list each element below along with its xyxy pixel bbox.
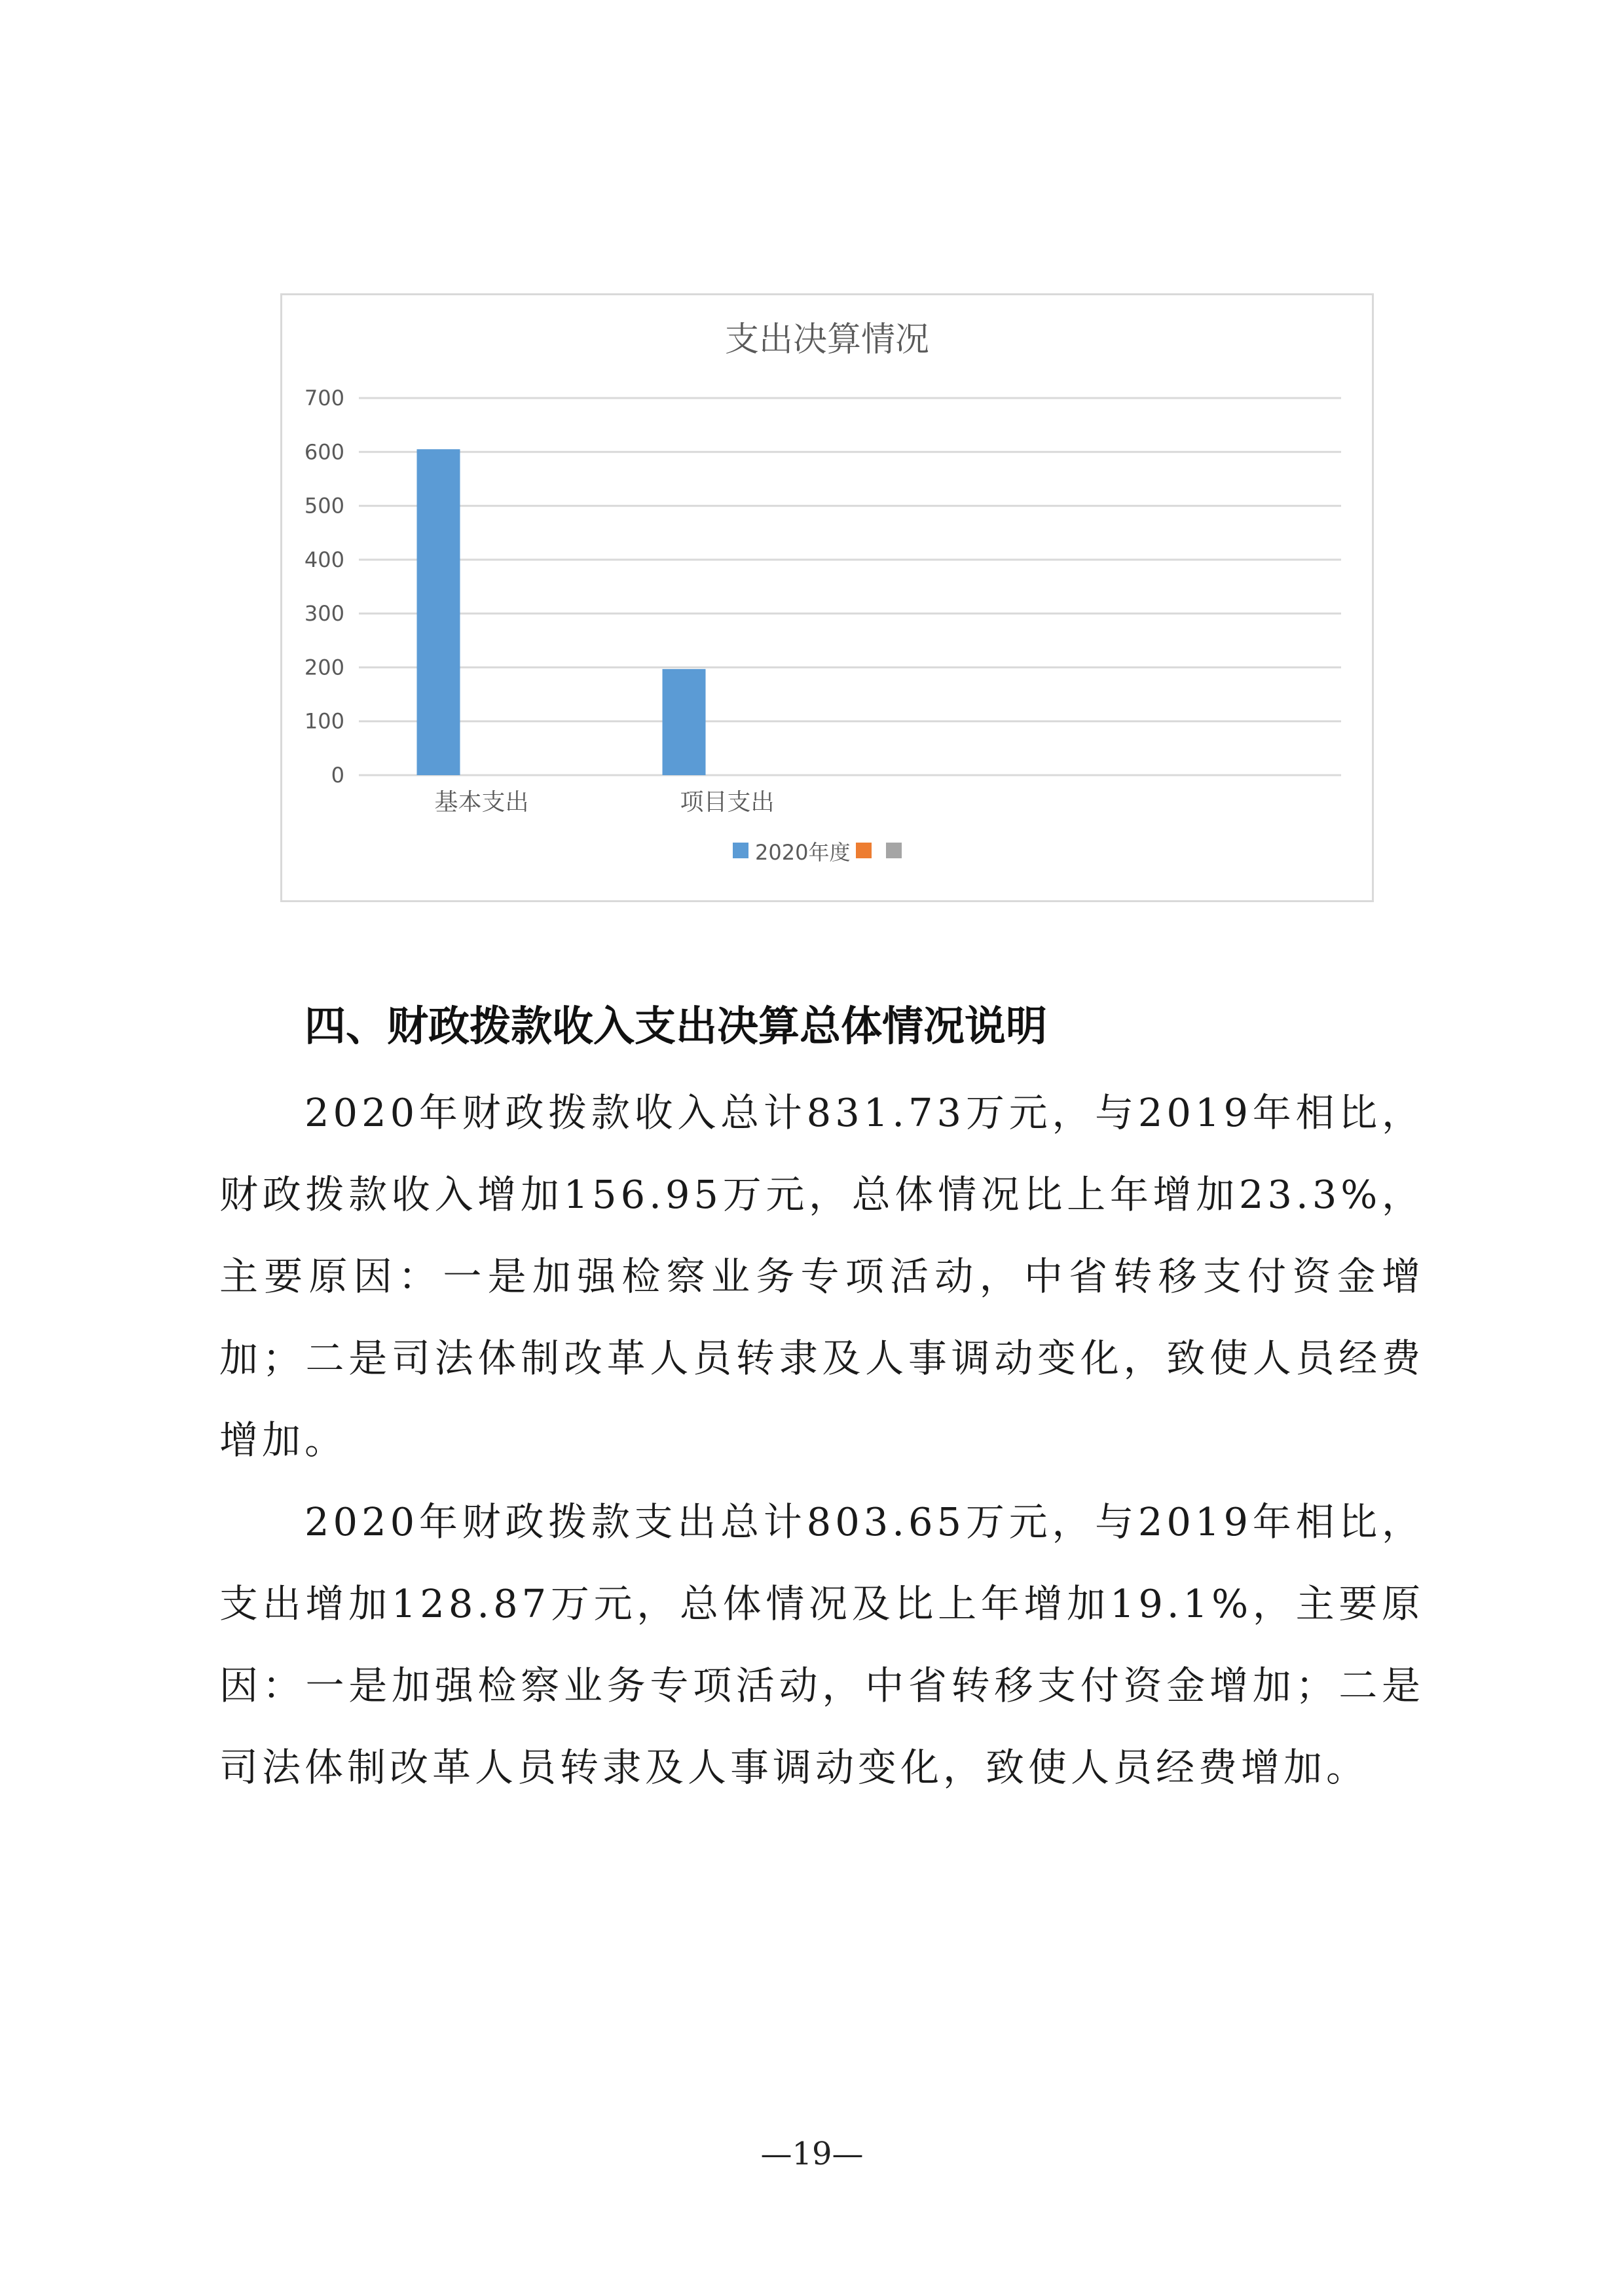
y-tick-label: 200 — [304, 655, 344, 680]
page-number: —19— — [760, 2136, 864, 2172]
bar — [417, 449, 460, 775]
legend-swatch — [886, 843, 902, 858]
chart-canvas — [282, 295, 1372, 900]
legend-swatch — [856, 843, 872, 858]
y-tick-label: 400 — [304, 547, 344, 572]
chart-title: 支出决算情况 — [724, 320, 930, 359]
y-tick-label: 500 — [304, 493, 344, 519]
income-paragraph: 2020年财政拨款收入总计831.73万元，与2019年相比，财政拨款收入增加156.95万元，总体情况比上年增加23.3%，主要原因：一是加强检察业务专项活动，中省转移支付资金增加；二是司法体制改革人员转隶及人事调动变化，致使人员经费增加。 — [219, 1090, 1424, 1463]
legend-swatch — [733, 843, 748, 858]
y-tick-label: 0 — [331, 763, 344, 788]
y-tick-label: 100 — [304, 708, 344, 734]
y-tick-label: 600 — [304, 439, 344, 465]
x-tick-label: 基本支出 — [434, 789, 529, 816]
y-tick-label: 300 — [304, 601, 344, 627]
y-tick-label: 700 — [304, 386, 344, 410]
legend-label: 2020年度 — [755, 840, 851, 865]
expenditure-paragraph: 2020年财政拨款支出总计803.65万元，与2019年相比，支出增加128.87万元，总体情况及比上年增加19.1%，主要原因：一是加强检察业务专项活动，中省转移支付资金增加；二是司法体制改革人员转隶及人事调动变化，致使人员经费增加。 — [219, 1499, 1424, 1790]
section-heading: 四、财政拨款收入支出决算总体情况说明 — [304, 1002, 1047, 1050]
x-tick-label: 项目支出 — [680, 789, 775, 816]
bar — [663, 669, 706, 775]
expenditure-chart — [280, 293, 1374, 902]
